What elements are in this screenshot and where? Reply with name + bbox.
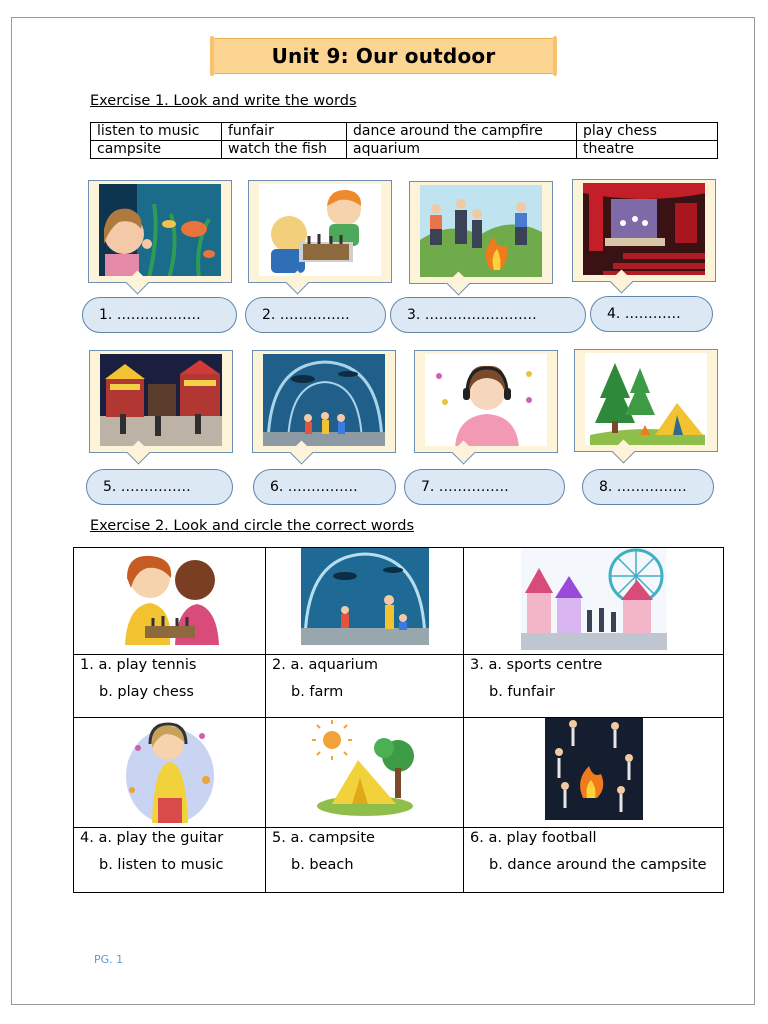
funfair-market-image bbox=[100, 354, 222, 446]
option-a[interactable]: 2. a. aquarium bbox=[272, 657, 379, 673]
exercise2-table bbox=[73, 547, 724, 893]
title-banner bbox=[212, 38, 555, 74]
answer-blank-3[interactable]: 3. …………………… bbox=[390, 297, 586, 333]
options-cell bbox=[464, 655, 724, 718]
option-a[interactable]: 4. a. play the guitar bbox=[80, 830, 224, 846]
image-cell bbox=[464, 718, 724, 828]
option-b[interactable]: b. beach bbox=[291, 857, 354, 873]
girl-listening-music-image bbox=[425, 354, 547, 446]
picture-card-campsite bbox=[574, 349, 718, 452]
word-bank-cell: funfair bbox=[222, 123, 347, 141]
option-b[interactable]: b. dance around the campsite bbox=[489, 857, 707, 873]
options-cell bbox=[464, 828, 724, 893]
word-bank-table bbox=[90, 122, 718, 159]
word-bank-cell: aquarium bbox=[347, 141, 577, 159]
exercise2-heading: Exercise 2. Look and circle the correct words bbox=[90, 518, 415, 534]
image-cell bbox=[464, 548, 724, 655]
options-cell bbox=[266, 828, 464, 893]
picture-card-chess bbox=[248, 180, 392, 283]
options-row bbox=[74, 655, 724, 718]
answer-blank-4[interactable]: 4. ………… bbox=[590, 296, 713, 332]
picture-card-funfair bbox=[89, 350, 233, 453]
exercise1-heading: Exercise 1. Look and write the words bbox=[90, 93, 357, 109]
option-b[interactable]: b. listen to music bbox=[99, 857, 224, 873]
option-a[interactable]: 5. a. campsite bbox=[272, 830, 375, 846]
answer-blank-6[interactable]: 6. …………… bbox=[253, 469, 396, 505]
option-b[interactable]: b. farm bbox=[291, 684, 344, 700]
image-row bbox=[74, 548, 724, 655]
options-cell bbox=[74, 655, 266, 718]
image-cell bbox=[266, 548, 464, 655]
options-cell bbox=[74, 828, 266, 893]
options-cell bbox=[266, 655, 464, 718]
word-bank-cell: campsite bbox=[91, 141, 222, 159]
option-a[interactable]: 3. a. sports centre bbox=[470, 657, 603, 673]
picture-card-campfire bbox=[409, 181, 553, 284]
kids-playing-chess-image bbox=[115, 548, 225, 645]
tent-campsite-image bbox=[585, 353, 707, 445]
aquarium-tunnel-image bbox=[263, 354, 385, 446]
picture-card-fish bbox=[252, 350, 396, 453]
word-bank-cell: listen to music bbox=[91, 123, 222, 141]
option-a[interactable]: 1. a. play tennis bbox=[80, 657, 197, 673]
answer-blank-1[interactable]: 1. ……………… bbox=[82, 297, 237, 333]
page-number: PG. 1 bbox=[94, 953, 124, 966]
picture-card-music bbox=[414, 350, 558, 453]
campfire-dance-image bbox=[545, 718, 643, 820]
word-bank-cell: play chess bbox=[577, 123, 718, 141]
funfair-image bbox=[521, 548, 667, 650]
page-title: Unit 9: Our outdoor bbox=[271, 44, 496, 68]
word-bank-row bbox=[91, 141, 718, 159]
boys-playing-chess-image bbox=[259, 184, 381, 276]
answer-blank-8[interactable]: 8. …………… bbox=[582, 469, 714, 505]
word-bank-cell: theatre bbox=[577, 141, 718, 159]
image-cell bbox=[266, 718, 464, 828]
option-a[interactable]: 6. a. play football bbox=[470, 830, 597, 846]
word-bank-cell: dance around the campfire bbox=[347, 123, 577, 141]
picture-card-aquarium-girl bbox=[88, 180, 232, 283]
option-b[interactable]: b. funfair bbox=[489, 684, 555, 700]
option-b[interactable]: b. play chess bbox=[99, 684, 194, 700]
theatre-stage-image bbox=[583, 183, 705, 275]
word-bank-cell: watch the fish bbox=[222, 141, 347, 159]
tent-image bbox=[310, 718, 420, 820]
image-row bbox=[74, 718, 724, 828]
image-cell bbox=[74, 718, 266, 828]
image-cell bbox=[74, 548, 266, 655]
options-row bbox=[74, 828, 724, 893]
dancing-campfire-image bbox=[420, 185, 542, 277]
aquarium-image bbox=[301, 548, 429, 645]
answer-blank-7[interactable]: 7. …………… bbox=[404, 469, 565, 505]
answer-blank-5[interactable]: 5. …………… bbox=[86, 469, 233, 505]
word-bank-row bbox=[91, 123, 718, 141]
picture-card-theatre bbox=[572, 179, 716, 282]
boy-listening-music-image bbox=[120, 718, 220, 823]
girl-watching-fish-image bbox=[99, 184, 221, 276]
answer-blank-2[interactable]: 2. …………… bbox=[245, 297, 386, 333]
